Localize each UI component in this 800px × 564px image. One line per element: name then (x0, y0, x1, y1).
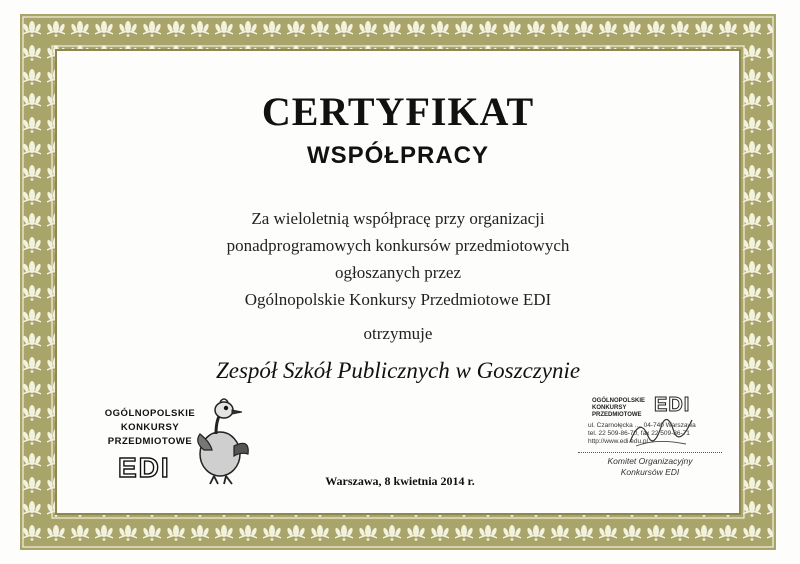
recipient-name: Zespół Szkół Publicznych w Goszczynie (215, 358, 581, 383)
body-line: ponadprogramowych konkursów przedmiotowych (226, 236, 570, 255)
place-and-date: Warszawa, 8 kwietnia 2014 r. (325, 474, 475, 488)
stamp-address-line: ul. Czarnołęcka ..., 04-740 Warszawa (588, 422, 696, 429)
stamp-address-line: tel. 22 509-86-70, fax 22 509-86-71 (588, 430, 690, 437)
certificate-content (66, 60, 730, 504)
body-line: Za wieloletnią współpracę przy organizacji (251, 209, 545, 228)
bird-mascot-icon (190, 398, 252, 486)
logo-brand: EDI (118, 452, 171, 483)
logo-line-2: KONKURSY (120, 422, 180, 433)
organizer-stamp (578, 390, 728, 486)
stamp-org-line: PRZEDMIOTOWE (592, 412, 642, 418)
committee-line: Komitet Organizacyjny (607, 456, 693, 466)
body-paragraph (66, 205, 730, 313)
stamp-address-line: http://www.edi.edu.pl (588, 438, 648, 445)
certificate-subtitle: WSPÓŁPRACY (306, 142, 489, 169)
stamp-org-line: KONKURSY (592, 405, 627, 411)
receives-label: otrzymuje (363, 324, 433, 343)
signature-icon (626, 412, 696, 452)
body-line: Ogólnopolskie Konkursy Przedmiotowe EDI (244, 290, 552, 309)
stamp-committee (578, 456, 722, 478)
logo-line-3: PRZEDMIOTOWE (107, 436, 193, 447)
edi-logo (94, 398, 254, 498)
body-line: ogłoszanych przez (334, 263, 462, 282)
stamp-org-line: OGÓLNOPOLSKIE (592, 398, 646, 404)
stamp-brand: EDI (654, 394, 691, 416)
certificate-title: CERTYFIKAT (261, 89, 535, 134)
committee-line: Konkursów EDI (620, 467, 680, 477)
logo-line-1: OGÓLNOPOLSKIE (104, 408, 196, 419)
signature-line (578, 452, 722, 453)
